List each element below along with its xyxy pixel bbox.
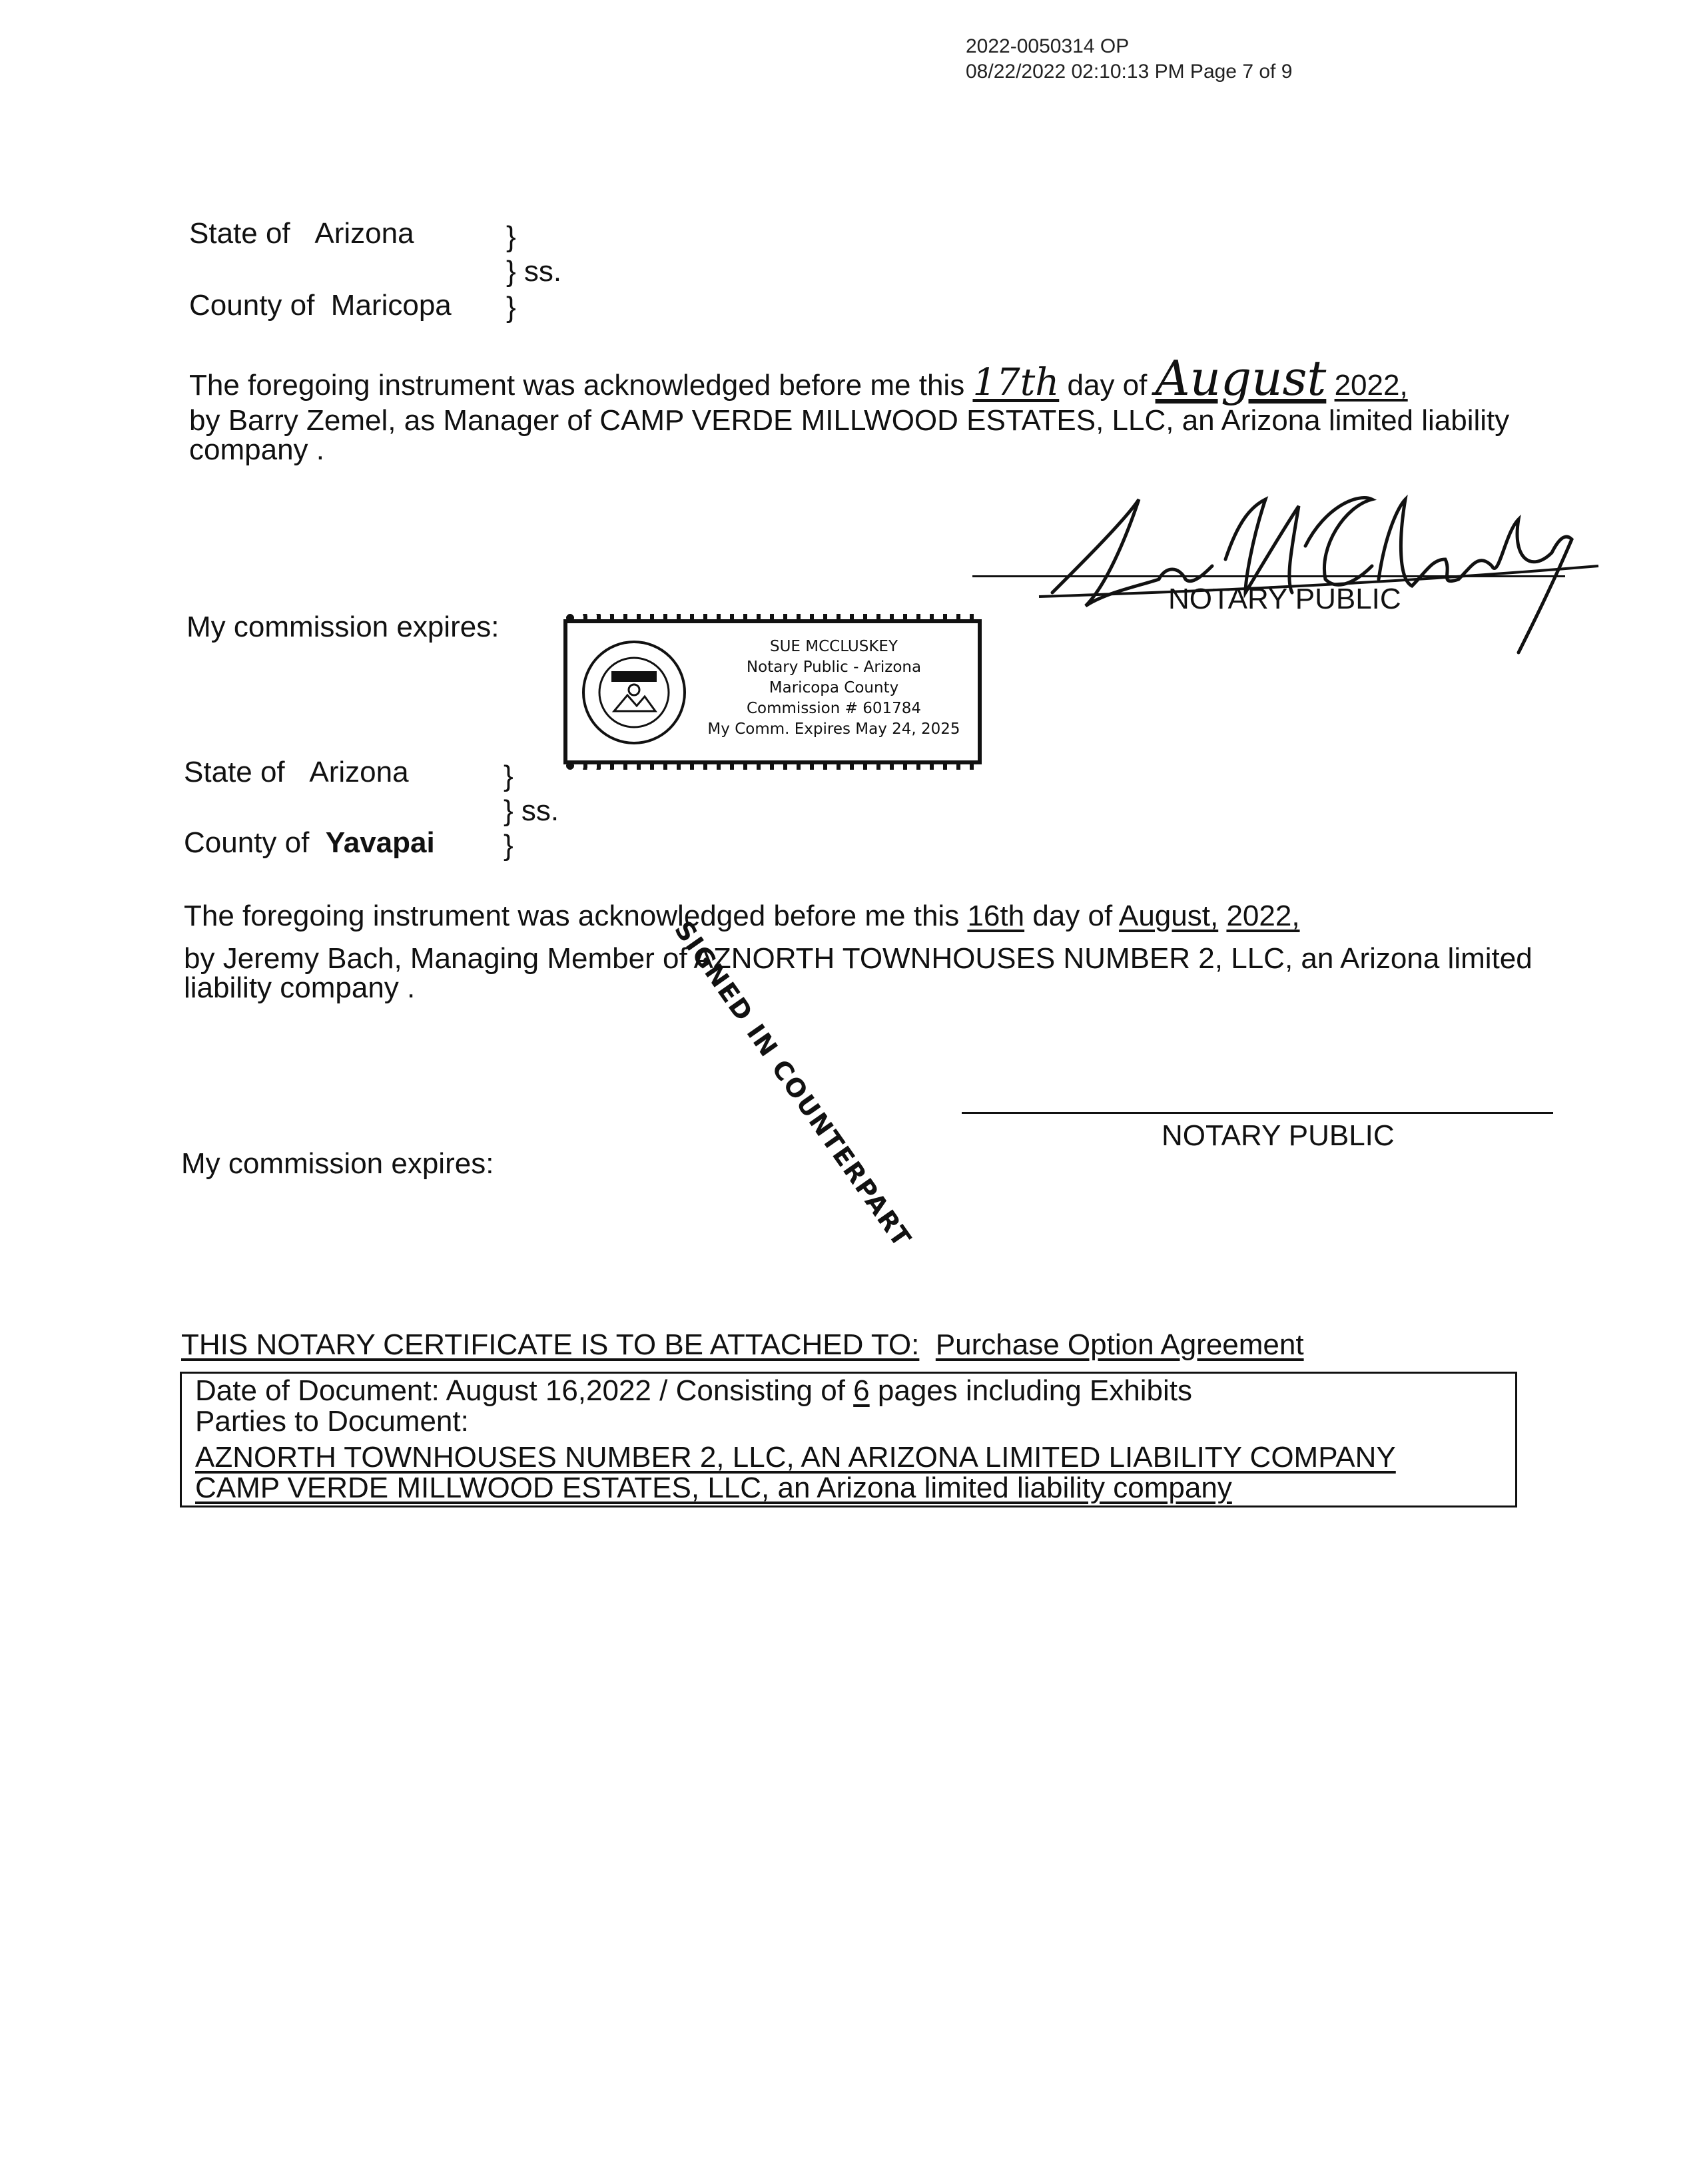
- acknowledgment-line-1: The foregoing instrument was acknowledged before me this 16th day of August, 2022,: [184, 900, 1300, 932]
- handwritten-month: August: [1155, 350, 1327, 406]
- ss-marker: } ss.: [504, 794, 559, 827]
- year-value: 2022,: [1226, 900, 1300, 932]
- stamp-county: Maricopa County: [769, 679, 899, 696]
- commission-expires-label: My commission expires:: [186, 611, 500, 643]
- stamp-name: SUE MCCLUSKEY: [769, 638, 898, 655]
- certificate-heading: THIS NOTARY CERTIFICATE IS TO BE ATTACHED TO: Purchase Option Agreement: [181, 1328, 1304, 1361]
- parties-label: Parties to Document:: [195, 1405, 469, 1438]
- notary-stamp: [563, 619, 982, 764]
- county-value: Maricopa: [330, 289, 452, 322]
- commission-expires-label: My commission expires:: [181, 1147, 494, 1180]
- county-label: County of Maricopa: [189, 289, 452, 322]
- attached-document: Purchase Option Agreement: [935, 1328, 1304, 1361]
- notary-public-label: NOTARY PUBLIC: [1162, 1119, 1395, 1152]
- state-seal-icon: [581, 639, 687, 746]
- state-value: Arizona: [314, 217, 414, 250]
- ss-marker: } ss.: [506, 255, 562, 288]
- day-value: 16th: [967, 900, 1025, 932]
- stamp-title: Notary Public - Arizona: [746, 659, 922, 676]
- brace: }: [504, 829, 513, 862]
- county-value: Yavapai: [325, 826, 435, 859]
- brace: }: [506, 220, 516, 253]
- month-value: August,: [1118, 900, 1219, 932]
- brace: }: [506, 291, 516, 324]
- page-count: 6: [853, 1374, 870, 1407]
- stamp-commission: Commission # 601784: [746, 700, 922, 717]
- notary-public-label: NOTARY PUBLIC: [1168, 583, 1401, 615]
- handwritten-day: 17th: [972, 361, 1060, 404]
- brace: }: [504, 760, 513, 792]
- acknowledgment-line-3: company .: [189, 433, 324, 466]
- stamp-expires: My Comm. Expires May 24, 2025: [707, 720, 960, 738]
- acknowledgment-line-1: The foregoing instrument was acknowledged before me this 17th day of August 2022,: [189, 350, 1408, 406]
- document-details-box: [180, 1372, 1517, 1507]
- recording-timestamp: 08/22/2022 02:10:13 PM Page 7 of 9: [966, 61, 1293, 83]
- state-label: State of Arizona: [189, 217, 414, 250]
- county-label: County of Yavapai: [184, 826, 435, 859]
- acknowledgment-line-2: by Jeremy Bach, Managing Member of AZNORTH TOWNHOUSES NUMBER 2, LLC, an Arizona limited: [184, 942, 1533, 975]
- party-1: AZNORTH TOWNHOUSES NUMBER 2, LLC, AN ARIZONA LIMITED LIABILITY COMPANY: [195, 1441, 1396, 1474]
- acknowledgment-line-2: by Barry Zemel, as Manager of CAMP VERDE MILLWOOD ESTATES, LLC, an Arizona limited liability: [189, 404, 1510, 437]
- party-2: CAMP VERDE MILLWOOD ESTATES, LLC, an Arizona limited liability company: [195, 1472, 1232, 1504]
- acknowledgment-line-3: liability company .: [184, 971, 416, 1004]
- signature-line: [962, 1112, 1553, 1114]
- signature-line: [972, 575, 1565, 577]
- document-date: Date of Document: August 16,2022 / Consisting of 6 pages including Exhibits: [195, 1374, 1192, 1407]
- state-label: State of Arizona: [184, 756, 409, 788]
- document-number: 2022-0050314 OP: [966, 35, 1130, 57]
- signed-in-counterpart-stamp: SIGNED IN COUNTERPART: [668, 916, 918, 1253]
- notary-signature: [1026, 479, 1612, 659]
- state-value: Arizona: [309, 756, 409, 788]
